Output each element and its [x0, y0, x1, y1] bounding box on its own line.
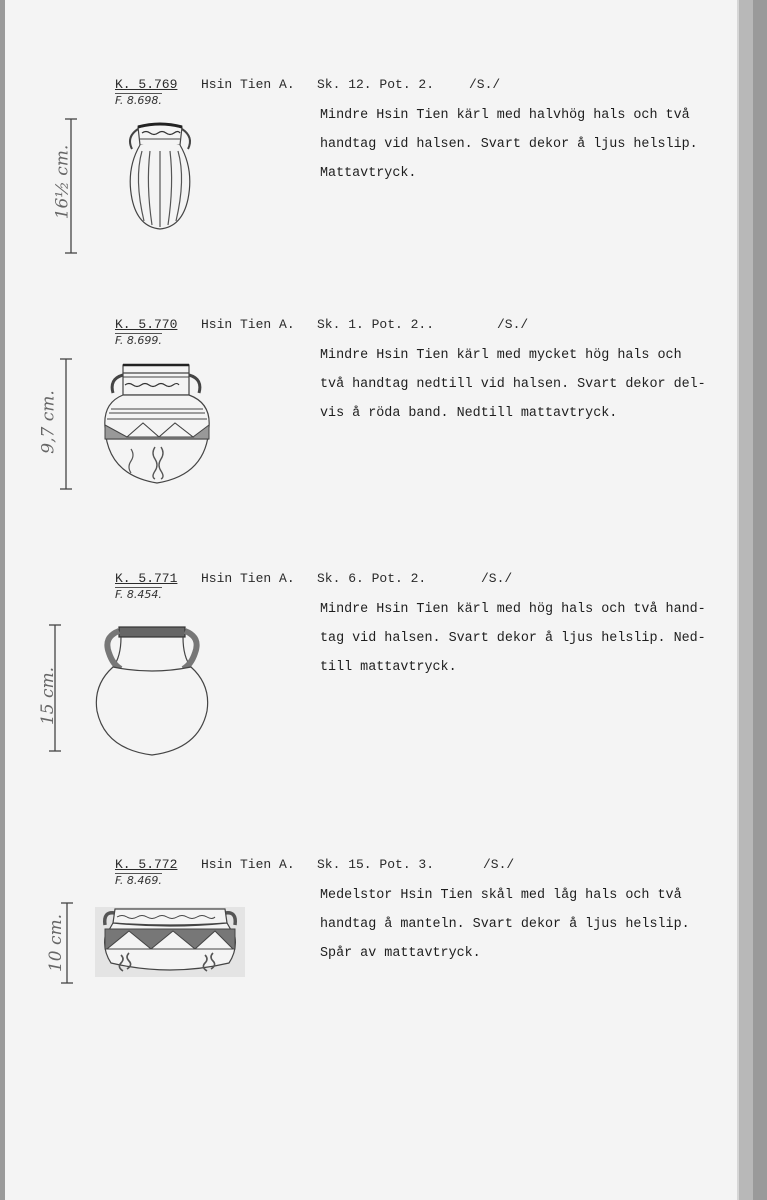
description: Mindre Hsin Tien kärl med hög hals och två hand- tag vid halsen. Svart dekor å ljus helslip. Ned- till mattavtryck.	[320, 602, 706, 675]
scale-label: 9,7 cm.	[38, 390, 59, 454]
catalog-entry-1	[5, 77, 753, 317]
site-name: Hsin Tien A.	[201, 317, 295, 332]
signature-mark: /S./	[469, 77, 501, 92]
pot-drawing-icon	[120, 119, 200, 239]
site-name: Hsin Tien A.	[201, 571, 295, 586]
grave-pot-reference: Sk. 6. Pot. 2.	[317, 571, 427, 586]
description: Mindre Hsin Tien kärl med halvhög hals och två handtag vid halsen. Svart dekor å ljus helslip. Mattavtryck.	[320, 108, 698, 181]
grave-pot-reference: Sk. 15. Pot. 3.	[317, 857, 435, 872]
grave-pot-reference: Sk. 12. Pot. 2.	[317, 77, 435, 92]
pot-drawing-icon	[91, 623, 217, 761]
signature-mark: /S./	[481, 571, 513, 586]
pot-drawing-icon	[95, 901, 245, 981]
find-number: F. 8.698.	[115, 94, 162, 107]
find-number: F. 8.454.	[115, 588, 162, 601]
scale-label: 16½ cm.	[52, 144, 73, 220]
catalog-entry-4	[5, 857, 753, 1097]
signature-mark: /S./	[483, 857, 515, 872]
description: Medelstor Hsin Tien skål med låg hals och två handtag å manteln. Svart dekor å ljus helslip. Spår av mattavtryck.	[320, 888, 690, 961]
document-page	[5, 0, 753, 1200]
catalog-entry-3	[5, 571, 753, 811]
pot-drawing-icon	[97, 357, 219, 487]
scale-label: 10 cm.	[46, 913, 67, 973]
site-name: Hsin Tien A.	[201, 857, 295, 872]
signature-mark: /S./	[497, 317, 529, 332]
catalog-number: K. 5.772	[115, 857, 178, 872]
site-name: Hsin Tien A.	[201, 77, 295, 92]
catalog-entry-2	[5, 317, 753, 557]
scale-label: 15 cm.	[38, 666, 59, 726]
description: Mindre Hsin Tien kärl med mycket hög hals och två handtag nedtill vid halsen. Svart dekor del- vis å röda band. Nedtill mattavtryck.	[320, 348, 706, 421]
find-number: F. 8.699.	[115, 334, 162, 347]
grave-pot-reference: Sk. 1. Pot. 2..	[317, 317, 435, 332]
catalog-number: K. 5.771	[115, 571, 178, 586]
find-number: F. 8.469.	[115, 874, 162, 887]
catalog-number: K. 5.770	[115, 317, 178, 332]
catalog-number: K. 5.769	[115, 77, 178, 92]
